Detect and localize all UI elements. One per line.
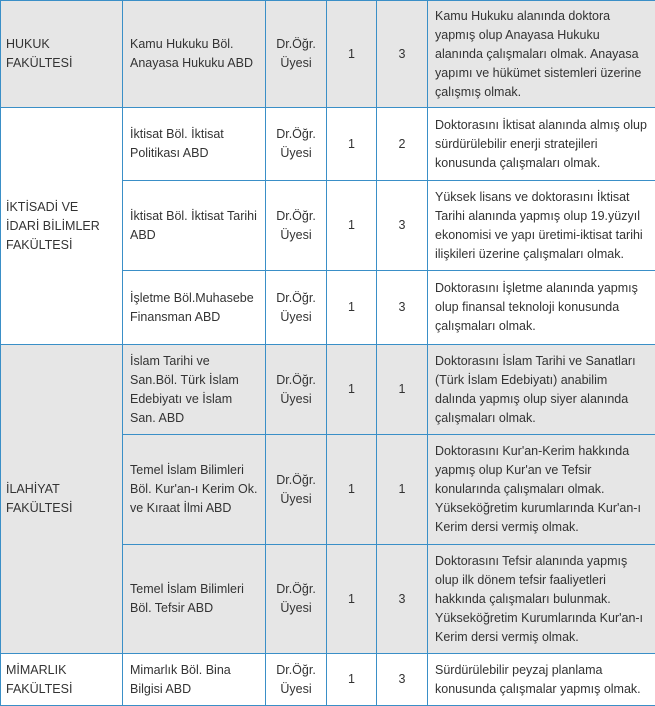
count-cell: 1 — [377, 435, 428, 545]
count-cell: 1 — [327, 1, 377, 108]
unit-cell: HUKUK FAKÜLTESİ — [1, 1, 123, 108]
description-cell: Doktorasını İslam Tarihi ve Sanatları (Türk İslam Edebiyatı) anabilim dalında yapmış olup siyer alanında çalışmaları olmak. — [428, 345, 655, 435]
department-cell: Temel İslam Bilimleri Böl. Kur'an-ı Kerim Ok. ve Kıraat İlmi ABD — [123, 435, 266, 545]
count-cell: 1 — [327, 181, 377, 271]
count-cell: 2 — [377, 108, 428, 181]
description-cell: Yüksek lisans ve doktorasını İktisat Tarihi alanında yapmış olup 19.yüzyıl ekonomisi ve yapı üretimi-iktisat tarihi ilişkileri üzerine çalışmaları olmak. — [428, 181, 655, 271]
count-cell: 3 — [377, 271, 428, 345]
count-cell: 3 — [377, 181, 428, 271]
count-cell: 1 — [327, 108, 377, 181]
description-cell: Sürdürülebilir peyzaj planlama konusunda çalışmalar yapmış olmak. — [428, 654, 655, 706]
department-cell: İktisat Böl. İktisat Politikası ABD — [123, 108, 266, 181]
count-cell: 1 — [327, 271, 377, 345]
unit-cell: İKTİSADİ VE İDARİ BİLİMLER FAKÜLTESİ — [1, 108, 123, 345]
title-cell: Dr.Öğr. Üyesi — [266, 345, 327, 435]
description-cell: Doktorasını Kur'an-Kerim hakkında yapmış olup Kur'an ve Tefsir konularında çalışmaları olmak. Yükseköğretim kurumlarında Kur'an-ı Kerim dersi vermiş olmak. — [428, 435, 655, 545]
department-cell: İslam Tarihi ve San.Böl. Türk İslam Edebiyatı ve İslam San. ABD — [123, 345, 266, 435]
description-cell: Kamu Hukuku alanında doktora yapmış olup Anayasa Hukuku alanında çalışmaları olmak. Anayasa yapımı ve hükümet sistemleri üzerine çalışmış olmak. — [428, 1, 655, 108]
table-row — [1, 345, 655, 435]
table-row — [1, 108, 655, 181]
title-cell: Dr.Öğr. Üyesi — [266, 181, 327, 271]
unit-cell: İLAHİYAT FAKÜLTESİ — [1, 345, 123, 654]
unit-cell: MİMARLIK FAKÜLTESİ — [1, 654, 123, 706]
department-cell: İşletme Böl.Muhasebe Finansman ABD — [123, 271, 266, 345]
count-cell: 1 — [327, 545, 377, 654]
title-cell: Dr.Öğr. Üyesi — [266, 545, 327, 654]
title-cell: Dr.Öğr. Üyesi — [266, 654, 327, 706]
title-cell: Dr.Öğr. Üyesi — [266, 1, 327, 108]
department-cell: Mimarlık Böl. Bina Bilgisi ABD — [123, 654, 266, 706]
department-cell: İktisat Böl. İktisat Tarihi ABD — [123, 181, 266, 271]
table-row — [1, 654, 655, 706]
department-cell: Temel İslam Bilimleri Böl. Tefsir ABD — [123, 545, 266, 654]
description-cell: Doktorasını İktisat alanında almış olup sürdürülebilir enerji stratejileri konusunda çalışmaları olmak. — [428, 108, 655, 181]
count-cell: 1 — [327, 435, 377, 545]
description-cell: Doktorasını İşletme alanında yapmış olup finansal teknoloji konusunda çalışmaları olmak. — [428, 271, 655, 345]
title-cell: Dr.Öğr. Üyesi — [266, 271, 327, 345]
count-cell: 3 — [377, 545, 428, 654]
count-cell: 1 — [377, 345, 428, 435]
count-cell: 3 — [377, 1, 428, 108]
title-cell: Dr.Öğr. Üyesi — [266, 108, 327, 181]
table-row — [1, 1, 655, 108]
count-cell: 3 — [377, 654, 428, 706]
count-cell: 1 — [327, 654, 377, 706]
description-cell: Doktorasını Tefsir alanında yapmış olup ilk dönem tefsir faaliyetleri hakkında çalışmaları bulunmak. Yükseköğretim Kurumlarında Kur'an-ı Kerim dersi vermiş olmak. — [428, 545, 655, 654]
count-cell: 1 — [327, 345, 377, 435]
title-cell: Dr.Öğr. Üyesi — [266, 435, 327, 545]
department-cell: Kamu Hukuku Böl. Anayasa Hukuku ABD — [123, 1, 266, 108]
